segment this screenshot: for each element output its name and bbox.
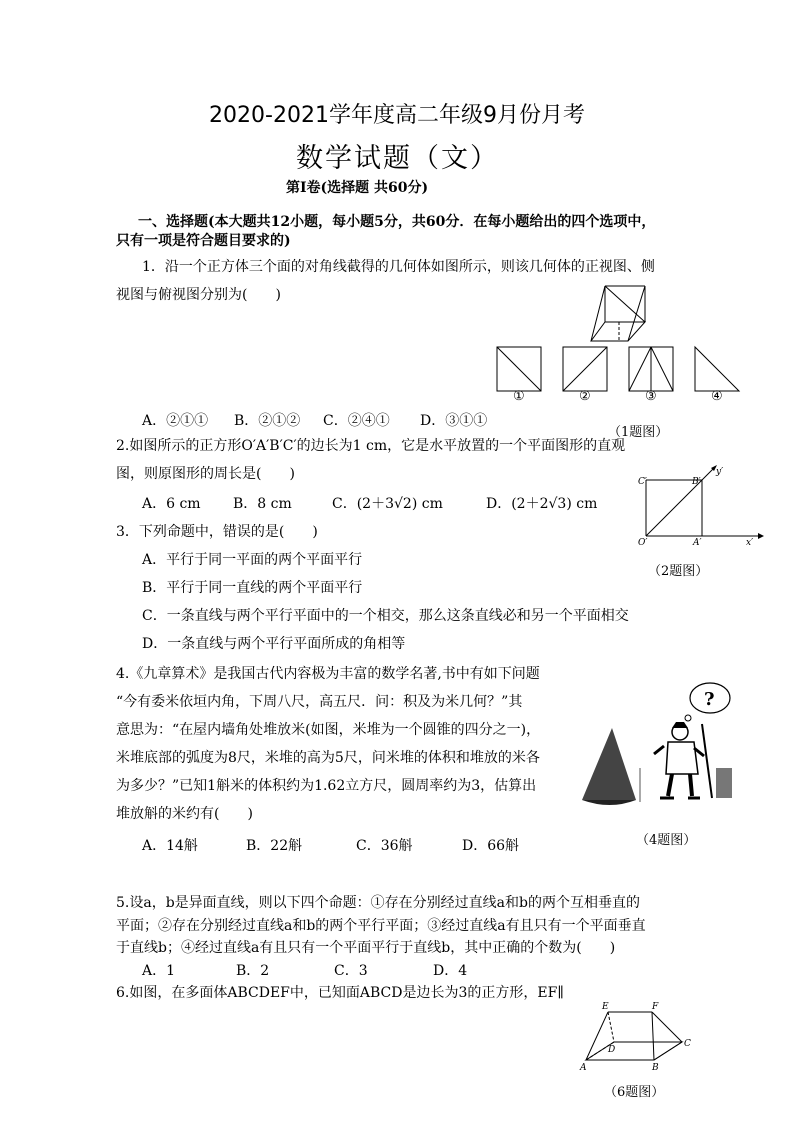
q2-option-b: B．8 cm	[233, 496, 292, 512]
q2-figure-caption: （2题图）	[648, 564, 709, 579]
q6-label-d: D	[608, 1045, 616, 1055]
q2-stem-line1: 2.如图所示的正方形O′A′B′C′的边长为1 cm，它是水平放置的一个平面图形的直观	[116, 438, 626, 454]
q6-label-e: E	[602, 1002, 609, 1012]
q4-stem-line6: 堆放斛的米约有( )	[116, 806, 253, 822]
exam-subtitle: 数学试题（文）	[296, 143, 499, 174]
q6-polyhedron-figure	[578, 1002, 698, 1077]
q4-stem-line1: 4.《九章算术》是我国古代内容极为丰富的数学名著,书中有如下问题	[116, 666, 540, 682]
q2-label-x: x′	[746, 538, 754, 548]
q5-option-d: D．4	[433, 963, 468, 979]
q1-option-c: C．②④①	[323, 413, 390, 429]
q6-label-a: A	[580, 1063, 587, 1073]
part-heading: 第Ⅰ卷(选择题 共60分)	[286, 180, 429, 196]
q1-solid-figure	[586, 286, 646, 346]
q5-stem-line1: 5.设a，b是异面直线，则以下四个命题：①存在分别经过直线a和b的两个互相垂直的	[116, 895, 640, 911]
q2-label-c: C′	[638, 477, 647, 487]
q4-option-b: B．22斛	[246, 838, 303, 854]
q2-stem-line2: 图，则原图形的周长是( )	[116, 466, 295, 482]
q1-stem-line2: 视图与俯视图分别为( )	[116, 287, 281, 303]
q1-view-label-2: ②	[579, 389, 591, 404]
q4-figure-caption: （4题图）	[636, 833, 697, 848]
q5-option-a: A．1	[142, 963, 176, 979]
q4-rice-pile-illustration	[580, 678, 740, 808]
q1-view-label-1: ①	[513, 389, 525, 404]
q2-label-a: A′	[693, 538, 702, 548]
q2-label-y: y′	[716, 467, 724, 477]
q4-stem-line2: “今有委米依垣内角，下周八尺，高五尺．问：积及为米几何？”其	[116, 694, 523, 710]
q2-label-o: O′	[638, 538, 648, 548]
q3-option-d: D．一条直线与两个平行平面所成的角相等	[142, 636, 406, 652]
q4-option-a: A．14斛	[142, 838, 198, 854]
q1-option-b: B．②①②	[234, 413, 301, 429]
q5-stem-line2: 平面；②存在分别经过直线a和b的两个平行平面；③经过直线a有且只有一个平面垂直	[116, 918, 646, 934]
q6-label-b: B	[652, 1063, 659, 1073]
q2-option-c: C．(2＋3√2) cm	[332, 496, 443, 512]
q3-option-c: C．一条直线与两个平行平面中的一个相交，那么这条直线必和另一个平面相交	[142, 608, 629, 624]
q3-stem: 3．下列命题中，错误的是( )	[116, 524, 318, 540]
q2-option-a: A．6 cm	[142, 496, 201, 512]
q6-stem-line1: 6.如图，在多面体ABCDEF中，已知面ABCD是边长为3的正方形，EF∥	[116, 985, 564, 1001]
section-heading-line2: 只有一项是符合题目要求的)	[116, 233, 291, 249]
q4-option-d: D．66斛	[462, 838, 520, 854]
q1-view-label-4: ④	[711, 389, 723, 404]
q4-stem-line4: 米堆底部的弧度为8尺，米堆的高为5尺，问米堆的体积和堆放的米各	[116, 750, 540, 766]
q5-option-b: B．2	[236, 963, 270, 979]
q1-view-options	[496, 346, 746, 406]
q5-option-c: C．3	[334, 963, 368, 979]
q2-option-d: D．(2＋2√3) cm	[486, 496, 598, 512]
q4-stem-line5: 为多少？”已知1斛米的体积约为1.62立方尺，圆周率约为3，估算出	[116, 778, 537, 794]
q3-option-a: A．平行于同一平面的两个平面平行	[142, 552, 363, 568]
section-heading-line1: 一、选择题(本大题共12小题，每小题5分，共60分．在每小题给出的四个选项中，	[138, 214, 656, 230]
q2-label-b: B′	[692, 477, 701, 487]
q5-stem-line3: 于直线b；④经过直线a有且只有一个平面平行于直线b，其中正确的个数为( )	[116, 940, 616, 956]
q4-option-c: C．36斛	[356, 838, 413, 854]
q4-bubble-question: ?	[704, 689, 715, 710]
q1-view-label-3: ③	[645, 389, 657, 404]
exam-title: 2020-2021学年度高二年级9月份月考	[209, 103, 585, 128]
q6-label-f: F	[652, 1002, 659, 1012]
q4-stem-line3: 意思为：“在屋内墙角处堆放米(如图，米堆为一个圆锥的四分之一)，	[116, 722, 541, 738]
q1-figure-caption: （1题图）	[608, 425, 669, 440]
q1-option-d: D．③①①	[420, 413, 488, 429]
q1-stem-line1: 1．沿一个正方体三个面的对角线截得的几何体如图所示，则该几何体的正视图、侧	[142, 259, 655, 275]
q2-figure	[626, 466, 766, 546]
q6-figure-caption: （6题图）	[604, 1085, 665, 1100]
q1-option-a: A．②①①	[142, 413, 209, 429]
q3-option-b: B．平行于同一直线的两个平面平行	[142, 580, 363, 596]
q6-label-c: C	[684, 1039, 691, 1049]
